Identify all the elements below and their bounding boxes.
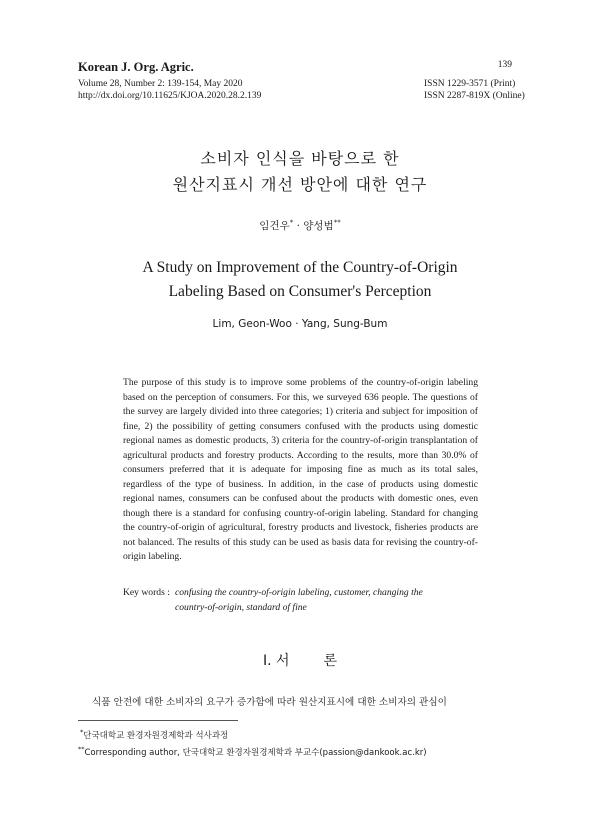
issn-print: ISSN 1229-3571 (Print) (424, 79, 516, 89)
volume-line: Volume 28, Number 2: 139-154, May 2020 (78, 79, 243, 89)
footnote-divider (78, 720, 238, 721)
author-1-mark: * (289, 218, 294, 227)
doi-link[interactable]: http://dx.doi.org/10.11625/KJOA.2020.28.2.139 (78, 91, 262, 101)
english-title-line2: Labeling Based on Consumer's Perception (168, 283, 432, 300)
footnote-2-mark: ** (78, 745, 85, 753)
korean-title-line1: 소비자 인식을 바탕으로 한 (200, 149, 400, 168)
footnote-1-text: 단국대학교 환경자원경제학과 석사과정 (83, 730, 229, 741)
korean-author-1: 임건우 (259, 220, 290, 232)
issn-block (424, 78, 525, 102)
footnote-1 (80, 728, 228, 741)
author-separator: · (293, 220, 304, 232)
section-heading (0, 650, 600, 670)
section-number: Ⅰ. 서 (262, 653, 290, 669)
keywords-line1: confusing the country-of-origin labeling, customer, changing the (175, 587, 423, 598)
intro-paragraph: 식품 안전에 대한 소비자의 요구가 증가함에 따라 원산지표시에 대한 소비자의 관심이 (92, 697, 447, 708)
abstract: The purpose of this study is to improve some problems of the country-of-origin labeling based on the perception of consumers. For this, we surveyed 636 people. The questions of the survey are largely divided into three categories; 1) criteria and subject for imposition of fine, 2) the possibility of getting consumers confused with the products using domestic regional names as domestic products, 3) criteria for the country-of-origin transplantation of agricultural products and forestry products. According to the results, more than 30.0% of consumers preferred that it is adequate for imposing fine as much as its total sales, regardless of the type of business. In addition, in the case of products using domestic regional names, consumers can be confused about the products with domestic ones, even though there is a standard for confusing country-of-origin labeling. Standard for changing the country-of-origin of agricultural, forestry products and livestock, fisheries products are not balanced. The results of this study can be used as basis data for revising the country-of-origin labeling. (123, 377, 478, 562)
keywords-line2: country-of-origin, standard of fine (175, 601, 307, 613)
footnote-2-text: Corresponding author, 단국대학교 환경자원경제학과 부교수(passion@dankook.ac.kr) (84, 747, 427, 758)
section-title-end: 론 (323, 653, 338, 669)
english-authors: Lim, Geon-Woo · Yang, Sung-Bum (212, 318, 388, 330)
volume-info (78, 78, 261, 102)
footnote-2 (78, 745, 427, 758)
issn-online: ISSN 2287-819X (Online) (424, 91, 525, 101)
journal-name: Korean J. Org. Agric. (78, 60, 194, 74)
korean-author-2: 양성범 (303, 220, 334, 232)
korean-title (0, 146, 600, 198)
keywords (123, 586, 483, 615)
english-title-line1: A Study on Improvement of the Country-of-Origin (142, 259, 458, 276)
page-number: 139 (497, 60, 512, 70)
korean-authors (0, 218, 600, 233)
keywords-label: Key words : (123, 587, 170, 598)
english-title (0, 256, 600, 304)
footnote-1-mark: * (80, 728, 84, 736)
korean-title-line2: 원산지표시 개선 방안에 대한 연구 (172, 175, 428, 194)
author-2-mark: ** (333, 218, 341, 227)
